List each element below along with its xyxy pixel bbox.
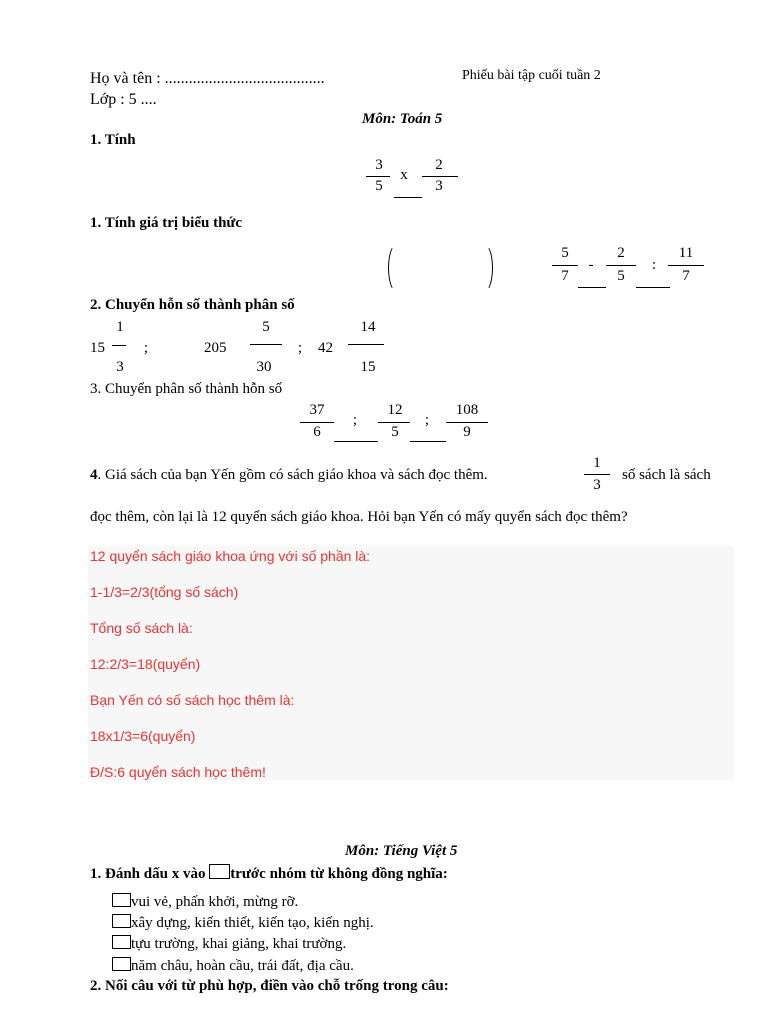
fraction-numerator: 37 xyxy=(309,402,325,418)
fraction-numerator: 5 xyxy=(561,245,569,261)
fraction-bar xyxy=(606,265,636,266)
fraction-numerator: 1 xyxy=(116,319,124,335)
fraction-denominator: 9 xyxy=(463,424,471,440)
fraction-bar xyxy=(378,422,410,423)
worksheet-title: Phiếu bài tập cuối tuần 2 xyxy=(462,68,601,83)
answer-blank xyxy=(394,197,422,198)
math-q1b-title: 1. Tính giá trị biểu thức xyxy=(90,215,243,231)
fraction-denominator: 15 xyxy=(360,359,376,375)
option-checkbox[interactable] xyxy=(112,935,131,949)
fraction-bar xyxy=(250,344,282,345)
option-label: vui vẻ, phấn khởi, mừng rỡ. xyxy=(131,894,299,910)
answer-blank xyxy=(636,287,670,288)
q1-title-before: 1. Đánh dấu x vào xyxy=(90,866,206,882)
q4-line-2: đọc thêm, còn lại là 12 quyển sách giáo khoa. Hỏi bạn Yến có mấy quyển sách đọc thêm? xyxy=(90,509,628,525)
q1-title-after: trước nhóm từ không đồng nghĩa: xyxy=(230,866,448,882)
fraction-denominator: 5 xyxy=(375,178,383,194)
fraction-denominator: 3 xyxy=(593,477,601,493)
fraction-denominator: 30 xyxy=(256,359,272,375)
answer-line: 12:2/3=18(quyển) xyxy=(90,656,201,672)
fraction-bar xyxy=(366,176,390,177)
fraction-bar xyxy=(668,265,704,266)
separator: ; xyxy=(143,340,149,356)
fraction-numerator: 108 xyxy=(455,402,479,418)
fraction-numerator: 5 xyxy=(262,319,270,335)
fraction-denominator: 5 xyxy=(617,268,625,284)
q4-text-before: . Giá sách của bạn Yến gồm có sách giáo khoa và sách đọc thêm. xyxy=(97,467,488,483)
fraction-numerator: 14 xyxy=(360,319,376,335)
whole-part: 15 xyxy=(90,340,105,356)
vietnamese-subject-title: Môn: Tiếng Việt 5 xyxy=(345,843,458,859)
option-item xyxy=(112,935,346,953)
option-checkbox[interactable] xyxy=(112,893,131,907)
fraction-denominator: 7 xyxy=(561,268,569,284)
option-label: xây dựng, kiến thiết, kiến tạo, kiến nghị. xyxy=(131,915,374,931)
option-label: tựu trường, khai giảng, khai trường. xyxy=(131,936,347,952)
answer-line: Đ/S:6 quyển sách học thêm! xyxy=(90,764,266,780)
fraction-numerator: 3 xyxy=(375,157,383,173)
math-q4-text xyxy=(90,467,488,484)
student-name-line: Họ và tên : ........................................ xyxy=(90,70,325,87)
fraction-numerator: 11 xyxy=(678,245,694,261)
separator: ; xyxy=(424,412,430,428)
fraction-bar xyxy=(422,176,458,177)
option-checkbox[interactable] xyxy=(112,957,131,971)
math-q3-title: 3. Chuyển phân số thành hỗn số xyxy=(90,381,283,397)
fraction-bar xyxy=(300,422,334,423)
fraction-bar xyxy=(584,474,610,475)
option-label: năm châu, hoàn cầu, trái đất, địa cầu. xyxy=(131,958,354,974)
multiply-operator: x xyxy=(400,167,408,183)
answer-line: 1-1/3=2/3(tổng số sách) xyxy=(90,584,239,600)
answer-line: 12 quyển sách giáo khoa ứng với số phần là: xyxy=(90,548,371,564)
fraction-denominator: 6 xyxy=(313,424,321,440)
answer-blank xyxy=(410,441,446,442)
vietnamese-q1-title xyxy=(90,864,448,883)
math-q2-title: 2. Chuyển hỗn số thành phân số xyxy=(90,297,295,313)
option-item xyxy=(112,957,354,975)
option-item xyxy=(112,914,374,932)
fraction-denominator: 7 xyxy=(682,268,690,284)
whole-part: 205 xyxy=(204,340,227,356)
fraction-bar xyxy=(446,422,488,423)
fraction-numerator: 2 xyxy=(435,157,443,173)
answer-line: 18x1/3=6(quyển) xyxy=(90,728,196,744)
divide-operator: : xyxy=(651,257,657,273)
fraction-bar xyxy=(348,344,384,345)
fraction-bar xyxy=(552,265,578,266)
option-item xyxy=(112,893,298,911)
math-q1-title: 1. Tính xyxy=(90,132,136,148)
fraction-denominator: 5 xyxy=(391,424,399,440)
q4-number: 4 xyxy=(90,467,98,483)
fraction-denominator: 3 xyxy=(435,178,443,194)
separator: ; xyxy=(297,340,303,356)
checkbox-sample xyxy=(209,864,230,879)
right-parenthesis xyxy=(476,244,493,292)
answer-line: Tổng số sách là: xyxy=(90,620,193,636)
answer-line: Bạn Yến có số sách học thêm là: xyxy=(90,692,295,708)
fraction-denominator: 3 xyxy=(116,359,124,375)
answer-blank xyxy=(334,441,378,442)
fraction-numerator: 1 xyxy=(593,455,601,471)
answer-blank xyxy=(578,287,606,288)
left-parenthesis xyxy=(388,244,405,292)
math-subject-title: Môn: Toán 5 xyxy=(362,111,443,127)
separator: ; xyxy=(352,412,358,428)
fraction-numerator: 2 xyxy=(617,245,625,261)
minus-operator: - xyxy=(588,257,594,273)
vietnamese-q2-title: 2. Nối câu với từ phù hợp, điền vào chỗ trống trong câu: xyxy=(90,978,449,994)
fraction-numerator: 12 xyxy=(387,402,403,418)
fraction-bar xyxy=(112,345,126,346)
whole-part: 42 xyxy=(318,340,333,356)
option-checkbox[interactable] xyxy=(112,914,131,928)
class-line: Lớp : 5 .... xyxy=(90,91,157,108)
q4-text-after: số sách là sách xyxy=(622,467,711,483)
